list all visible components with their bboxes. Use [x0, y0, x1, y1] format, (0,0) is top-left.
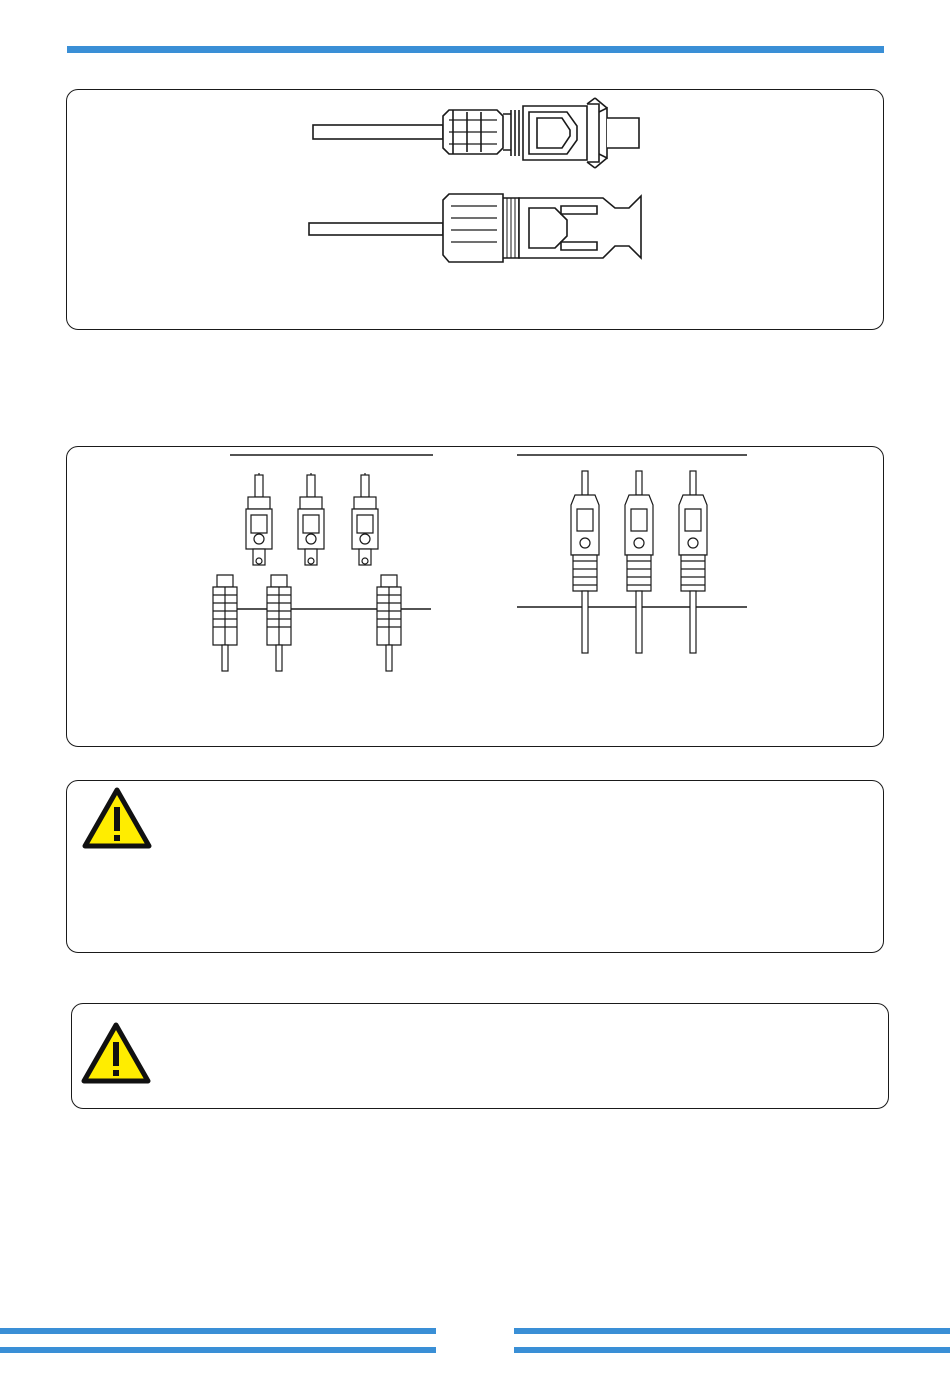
male-connector-small: [213, 575, 237, 671]
female-connector-small: [298, 473, 324, 565]
female-connector-drawing: [309, 194, 641, 262]
warning-triangle-icon: [82, 787, 152, 851]
mated-connector-pair: [571, 471, 599, 653]
male-connector-drawing: [313, 98, 639, 168]
male-connector-small: [267, 575, 291, 671]
dc-connector-male-female-icon: [67, 90, 885, 331]
connector-pairs-icon: [67, 447, 885, 748]
page-number: [436, 1327, 514, 1354]
male-connector-small: [377, 575, 401, 671]
connector-figure-panel: [66, 89, 884, 330]
mated-connector-pair: [679, 471, 707, 653]
mated-connector-pair: [625, 471, 653, 653]
female-connector-small: [246, 473, 272, 565]
footer-accent-bar: [0, 1347, 436, 1353]
warning-box-1: [66, 780, 884, 953]
female-connector-small: [352, 473, 378, 565]
footer-accent-bar: [514, 1347, 950, 1353]
footer-accent-bar: [514, 1328, 950, 1334]
header-accent-bar: [67, 46, 884, 53]
warning-box-2: [71, 1003, 889, 1109]
warning-triangle-icon: [81, 1022, 151, 1086]
connector-pairs-figure-panel: [66, 446, 884, 747]
footer-accent-bar: [0, 1328, 436, 1334]
